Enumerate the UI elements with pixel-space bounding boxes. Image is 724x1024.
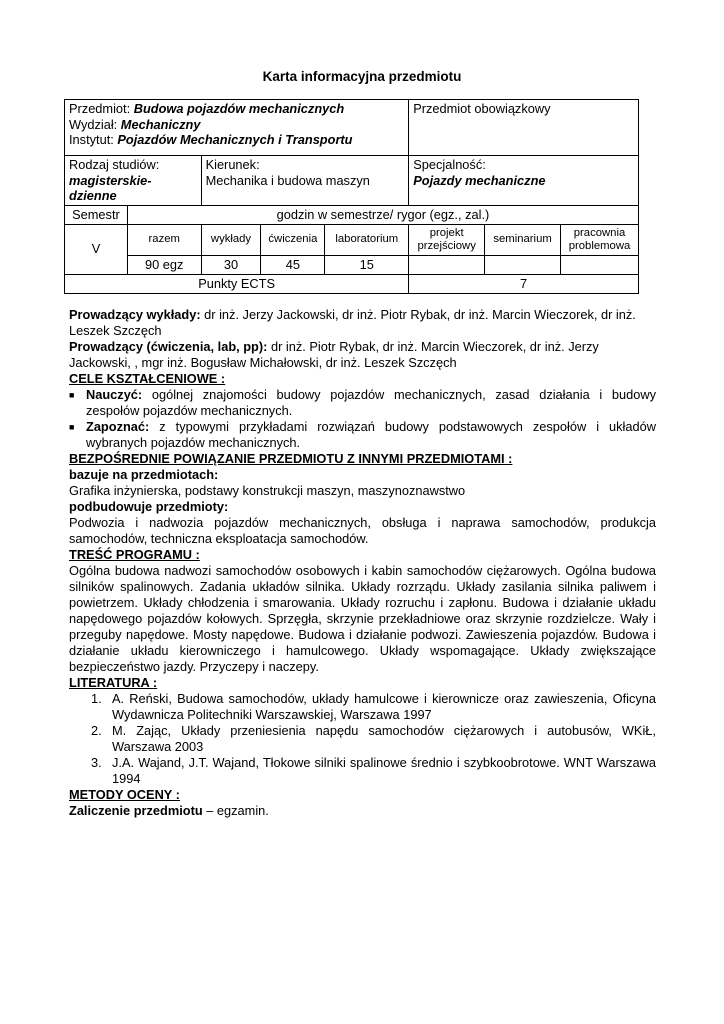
cele-heading: CELE KSZTAŁCENIOWE : xyxy=(69,371,226,386)
hours-header: wykłady xyxy=(201,224,261,255)
prowadzacy-wyklady-text: dr inż. Jerzy Jackowski, dr inż. Piotr Rybak, dr inż. Marcin Wieczorek, dr inż. Leszek Szczęch xyxy=(69,307,636,338)
wydzial-label: Wydział: xyxy=(69,116,121,132)
cele-list xyxy=(69,387,656,451)
ects-label: Punkty ECTS xyxy=(65,274,409,293)
bazuje-label: bazuje na przedmiotach: xyxy=(69,467,219,482)
literatura-list xyxy=(69,691,656,787)
metody-label: Zaliczenie przedmiotu xyxy=(69,803,203,818)
list-item xyxy=(69,755,656,787)
hours-value: 15 xyxy=(325,255,409,274)
specjalnosc-cell xyxy=(409,156,639,206)
hours-value xyxy=(485,255,561,274)
rodzaj-cell xyxy=(65,156,202,206)
hours-header: ćwiczenia xyxy=(261,224,325,255)
podbudowuje-label: podbudowuje przedmioty: xyxy=(69,499,229,514)
kierunek-label: Kierunek: xyxy=(205,157,260,172)
kierunek-cell xyxy=(201,156,409,206)
literatura-number: 2. xyxy=(91,723,102,738)
rodzaj-value: magisterskie-dzienne xyxy=(69,172,152,203)
kierunek-value: Mechanika i budowa maszyn xyxy=(205,172,370,188)
tresc-heading: TREŚĆ PROGRAMU : xyxy=(69,547,200,562)
hours-value xyxy=(561,255,639,274)
hours-header: laboratorium xyxy=(325,224,409,255)
literatura-text: M. Zając, Układy przeniesienia napędu samochodów ciężarowych i autobusów, WKiŁ, Warszawa 2003 xyxy=(112,723,656,754)
prowadzacy-wyklady-label: Prowadzący wykłady: xyxy=(69,307,201,322)
przedmiot-value: Budowa pojazdów mechanicznych xyxy=(133,101,345,116)
hours-header: pracownia problemowa xyxy=(561,224,639,255)
cele-item-label: Nauczyć: xyxy=(86,387,143,402)
hours-value: 30 xyxy=(201,255,261,274)
instytut-value: Pojazdów Mechanicznych i Transportu xyxy=(117,132,353,147)
list-item xyxy=(69,723,656,755)
hours-value: 45 xyxy=(261,255,325,274)
powiazanie-heading: BEZPOŚREDNIE POWIĄZANIE PRZEDMIOTU Z INNYMI PRZEDMIOTAMI : xyxy=(69,451,513,466)
specjalnosc-label: Specjalność: xyxy=(413,157,486,172)
metody-text xyxy=(69,803,656,819)
prowadzacy-cwiczenia-text: dr inż. Piotr Rybak, dr inż. Marcin Wieczorek, dr inż. Jerzy Jackowski, , mgr inż. Bogusław Michałowski, dr inż. Leszek Szczęch xyxy=(69,339,599,370)
prowadzacy-wyklady xyxy=(69,307,656,339)
metody-heading: METODY OCENY : xyxy=(69,787,180,802)
ects-value: 7 xyxy=(409,274,639,293)
course-status: Przedmiot obowiązkowy xyxy=(413,101,551,116)
hours-header: projekt przejściowy xyxy=(409,224,485,255)
square-bullet-icon: ■ xyxy=(69,390,75,400)
document-body xyxy=(69,307,656,819)
literatura-heading: LITERATURA : xyxy=(69,675,158,690)
bazuje-text: Grafika inżynierska, podstawy konstrukcji maszyn, maszynoznawstwo xyxy=(69,483,466,498)
metody-value: – egzamin. xyxy=(202,803,269,818)
square-bullet-icon: ■ xyxy=(69,422,75,432)
literatura-text: J.A. Wajand, J.T. Wajand, Tłokowe silniki spalinowe średnio i szybkoobrotowe. WNT Warszawa 1994 xyxy=(112,755,656,786)
list-item xyxy=(69,691,656,723)
cele-item-label: Zapoznać: xyxy=(86,419,150,434)
tresc-text: Ogólna budowa nadwozi samochodów osobowych i kabin samochodów ciężarowych. Ogólna budowa silników spalinowych. Zadania układów silnika. Układy rozrządu. Układy zasilania silnika paliwem i powietrzem. Układy chłodzenia i smarowania. Układy rozruchu i zapłonu. Budowa i działanie układu napędowego pojazdów kołowych. Sprzęgła, skrzynie przekładniowe oraz skrzynie rozdzielcze. Wały i przeguby napędowe. Mosty napędowe. Budowa i działanie podwozi. Zawieszenia pojazdów. Budowa i działanie układu kierowniczego i hamulcowego. Układy wspomagające. Układy zwiększające bezpieczeństwo jazdy. Przyczepy i naczepy. xyxy=(69,563,656,674)
page-title: Karta informacyjna przedmiotu xyxy=(262,69,462,84)
hours-header: seminarium xyxy=(485,224,561,255)
semestr-value: V xyxy=(65,224,128,274)
cele-item-text: z typowymi przykładami rozwiązań budowy podstawowych zespołów i układów wybranych pojazdów mechanicznych. xyxy=(86,419,656,450)
instytut-label: Instytut: xyxy=(69,132,118,147)
prowadzacy-cwiczenia-label: Prowadzący (ćwiczenia, lab, pp): xyxy=(69,339,268,354)
podbudowuje-text: Podwozia i nadwozia pojazdów mechanicznych, obsługa i naprawa samochodów, produkcja samochodów, techniczna eksploatacja samochodów. xyxy=(69,515,656,546)
course-info-table xyxy=(64,99,639,294)
literatura-number: 3. xyxy=(91,755,102,770)
semestr-header: Semestr xyxy=(65,205,128,224)
course-status-cell xyxy=(409,100,639,156)
literatura-number: 1. xyxy=(91,691,102,706)
cele-item-text: ogólnej znajomości budowy pojazdów mechanicznych, zasad działania i budowy zespołów pojazdów mechanicznych. xyxy=(86,387,656,418)
przedmiot-label: Przedmiot: xyxy=(69,101,134,116)
godzin-header: godzin w semestrze/ rygor (egz., zal.) xyxy=(127,205,638,224)
prowadzacy-cwiczenia xyxy=(69,339,656,371)
hours-header: razem xyxy=(127,224,201,255)
list-item xyxy=(69,419,656,451)
literatura-text: A. Reński, Budowa samochodów, układy hamulcowe i kierownicze oraz zawieszenia, Oficyna Wydawnicza Politechniki Warszawskiej, Warszawa 1997 xyxy=(112,691,656,722)
hours-value xyxy=(409,255,485,274)
specjalnosc-value: Pojazdy mechaniczne xyxy=(413,172,546,188)
rodzaj-label: Rodzaj studiów: xyxy=(69,157,160,172)
course-identity-cell xyxy=(65,100,409,156)
hours-value: 90 egz xyxy=(127,255,201,274)
wydzial-value: Mechaniczny xyxy=(120,116,201,132)
list-item xyxy=(69,387,656,419)
